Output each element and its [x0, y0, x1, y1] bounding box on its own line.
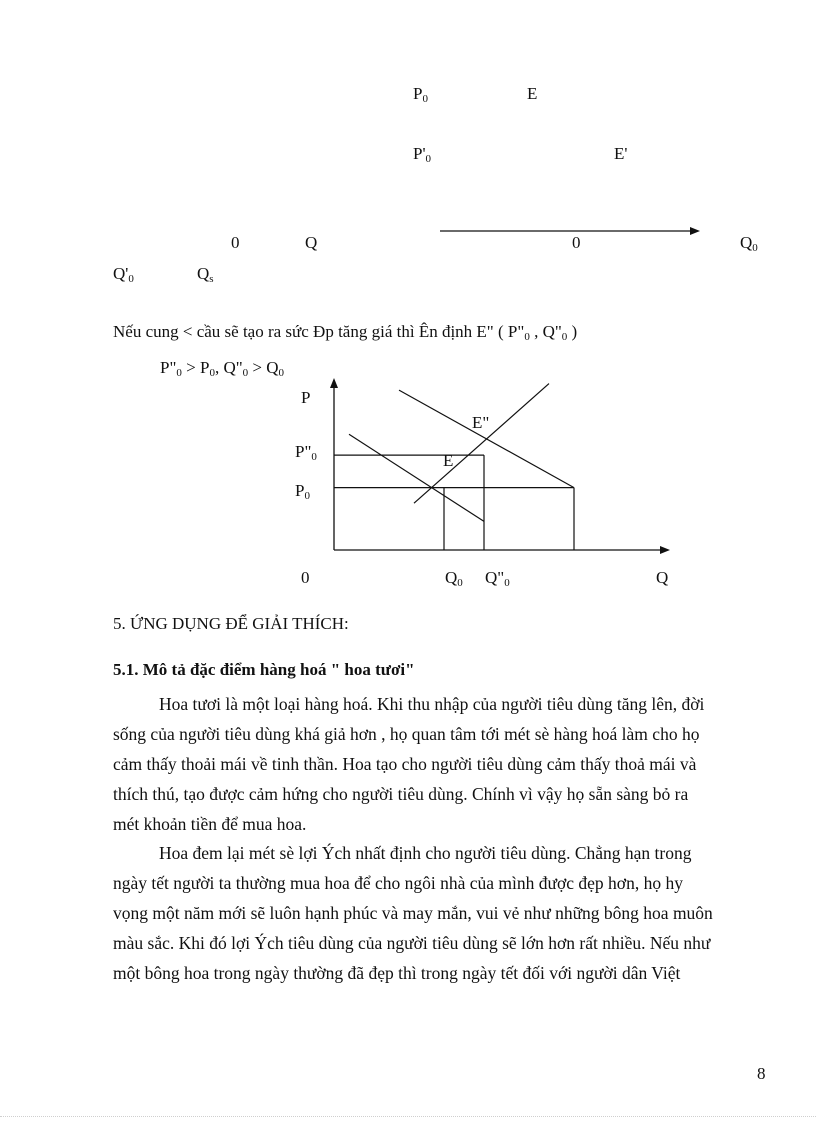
paragraph-line: màu sắc. Khi đó lợi Ých tiêu dùng của người tiêu dùng sẽ lớn hơn rất nhiều. Nếu như	[113, 933, 711, 953]
fig1-label-q0-prime: $Q'_0$	[113, 264, 134, 285]
demand-line-d	[349, 434, 484, 521]
quantity-q0-label: $Q_0$	[445, 568, 463, 589]
fig1-label-q0: $Q_0$	[740, 233, 758, 254]
demand-increase-sentence: Nếu cung < cầu sẽ tạo ra sức Đp tăng giá thì Ên định E" ( $P"_0$ , $Q"_0$ )	[113, 322, 578, 343]
equilibrium-e-label: E	[443, 450, 454, 470]
chart-y-label: P	[301, 388, 311, 407]
fig1-label-p0: $P_0$	[413, 84, 428, 105]
fig1-label-e-prime: E'	[614, 144, 628, 163]
x-axis-arrow	[660, 546, 670, 554]
fig1-origin-right: 0	[572, 233, 581, 252]
paragraph-2	[113, 838, 773, 988]
y-axis-arrow	[330, 378, 338, 388]
paragraph-line: sống của người tiêu dùng khá giả hơn , họ quan tâm tới mét sè hàng hoá làm cho họ	[113, 724, 700, 744]
subsection-heading: 5.1. Mô tả đặc điểm hàng hoá " hoa tươi"	[113, 660, 415, 679]
equilibrium-e2-label: E"	[472, 413, 490, 433]
paragraph-line: một bông hoa trong ngày thường đã đẹp thì trong ngày tết đối với người dân Việt	[113, 963, 681, 983]
section-heading: 5. ỨNG DỤNG ĐỂ GIẢI THÍCH:	[113, 614, 349, 633]
paragraph-line: vọng một năm mới sẽ luôn hạnh phúc và may mắn, vui vẻ như những bông hoa muôn	[113, 903, 713, 923]
inequality-line: $P"_0 > P_0$, $Q"_0 > Q_0$	[160, 358, 285, 379]
paragraph-1	[113, 689, 773, 839]
price-p0-label: $P_0$	[295, 480, 310, 502]
price-p0-double-prime-label: $P"_0$	[295, 442, 317, 464]
fig1-origin-left: 0	[231, 233, 240, 252]
chart-origin-label: 0	[301, 568, 310, 587]
paragraph-line: cảm thấy thoải mái về tinh thần. Hoa tạo cho người tiêu dùng cảm thấy thoả mái và	[113, 754, 697, 774]
paragraph-line: thích thú, tạo được cảm hứng cho người tiêu dùng. Chính vì vậy họ sẵn sàng bỏ ra	[113, 784, 689, 804]
fig1-label-e: E	[527, 84, 538, 103]
paragraph-line: ngày tết người ta thường mua hoa để cho ngôi nhà của mình được đẹp hơn, họ hy	[113, 873, 683, 893]
paragraph-line: Hoa tươi là một loại hàng hoá. Khi thu nhập của người tiêu dùng tăng lên, đời	[159, 694, 705, 714]
chart-x-label: Q	[656, 568, 669, 587]
quantity-q0-double-prime-label: $Q"_0$	[485, 568, 510, 589]
paragraph-line: Hoa đem lại mét sè lợi Ých nhất định cho người tiêu dùng. Chẳng hạn trong	[159, 843, 692, 863]
page-bottom-rule	[0, 1116, 816, 1117]
page-number: 8	[757, 1064, 766, 1083]
paragraph-line: mét khoản tiền để mua hoa.	[113, 814, 307, 834]
fig1-label-q-left: Q	[305, 233, 318, 252]
fig1-label-qs: $Q_s$	[197, 264, 214, 285]
fig1-label-p0-prime: $P'_0$	[413, 144, 432, 165]
supply-line-s	[414, 384, 549, 504]
